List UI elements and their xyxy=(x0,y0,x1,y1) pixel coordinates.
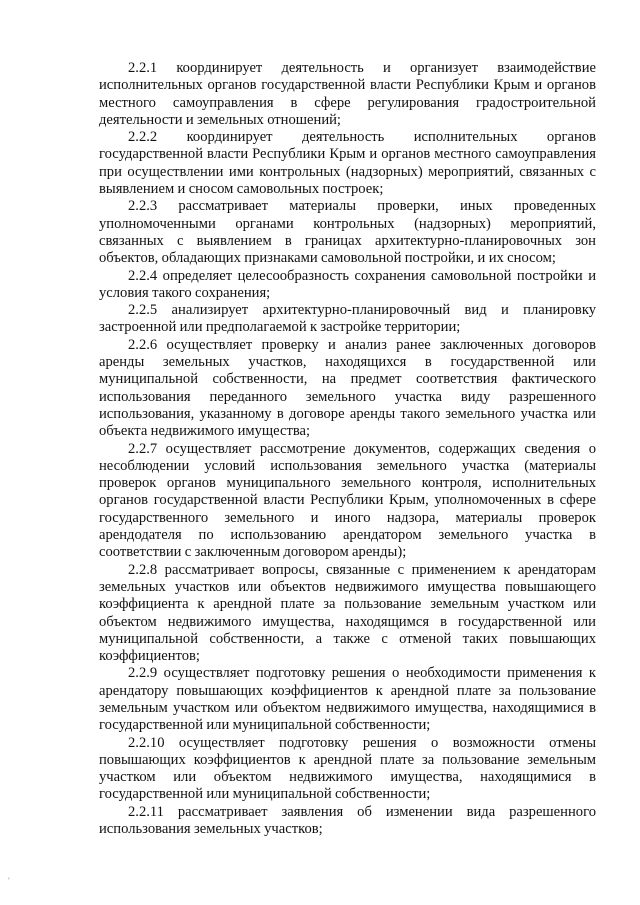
paragraph-2-2-10: 2.2.10 осуществляет подготовку решения о возможности отмены повышающих коэффициентов к арендной плате за пользование земельным участком или объектом недвижимого имущества, находящимися в государственной или муниципальной собственности; xyxy=(99,734,596,803)
paragraph-2-2-3: 2.2.3 рассматривает материалы проверки, иных проведенных уполномоченными органами контрольных (надзорных) мероприятий, связанных с выявлением в границах архитектурно-планировочных зон объектов, обладающих признаками самовольной постройки, и их сносом; xyxy=(99,198,596,267)
paragraph-2-2-7: 2.2.7 осуществляет рассмотрение документов, содержащих сведения о несоблюдении условий использования земельного участка (материалы проверок органов муниципального земельного контроля, исполнительных органов государственной власти Республики Крым, уполномоченных в сфере государственного земельного и иного надзора, материалы проверок арендодателя по использованию арендатором земельного участка в соответствии с заключенным договором аренды); xyxy=(99,440,596,561)
paragraph-2-2-8: 2.2.8 рассматривает вопросы, связанные с применением к арендаторам земельных участков или объектов недвижимого имущества повышающего коэффициента к арендной плате за пользование земельным участком или объектом недвижимого имущества, находящимся в государственной или муниципальной собственности, а также с отменой таких повышающих коэффициентов; xyxy=(99,561,596,665)
margin-mark: ' xyxy=(8,876,10,886)
paragraph-2-2-1: 2.2.1 координирует деятельность и организует взаимодействие исполнительных органов государственной власти Республики Крым и органов местного самоуправления в сфере регулирования градостроительной деятельности и земельных отношений; xyxy=(99,60,596,128)
document-page xyxy=(99,60,596,838)
paragraph-2-2-2: 2.2.2 координирует деятельность исполнительных органов государственной власти Республики Крым и органов местного самоуправления при осуществлении ими контрольных (надзорных) мероприятий, связанных с выявлением и сносом самовольных построек; xyxy=(99,129,596,198)
paragraph-2-2-9: 2.2.9 осуществляет подготовку решения о необходимости применения к арендатору повышающих коэффициентов к арендной плате за пользование земельным участком или объектом недвижимого имущества, находящимися в государственной или муниципальной собственности; xyxy=(99,665,596,734)
paragraph-2-2-4: 2.2.4 определяет целесообразность сохранения самовольной постройки и условия такого сохранения; xyxy=(99,267,596,301)
paragraph-2-2-6: 2.2.6 осуществляет проверку и анализ ранее заключенных договоров аренды земельных участков, находящихся в государственной или муниципальной собственности, на предмет соответствия фактического использования переданного земельного участка виду разрешенного использования, указанному в договоре аренды такого земельного участка или объекта недвижимого имущества; xyxy=(99,336,596,440)
paragraph-2-2-11: 2.2.11 рассматривает заявления об изменении вида разрешенного использования земельных участков; xyxy=(99,803,596,838)
paragraph-2-2-5: 2.2.5 анализирует архитектурно-планировочный вид и планировку застроенной или предполагаемой к застройке территории; xyxy=(99,302,596,336)
